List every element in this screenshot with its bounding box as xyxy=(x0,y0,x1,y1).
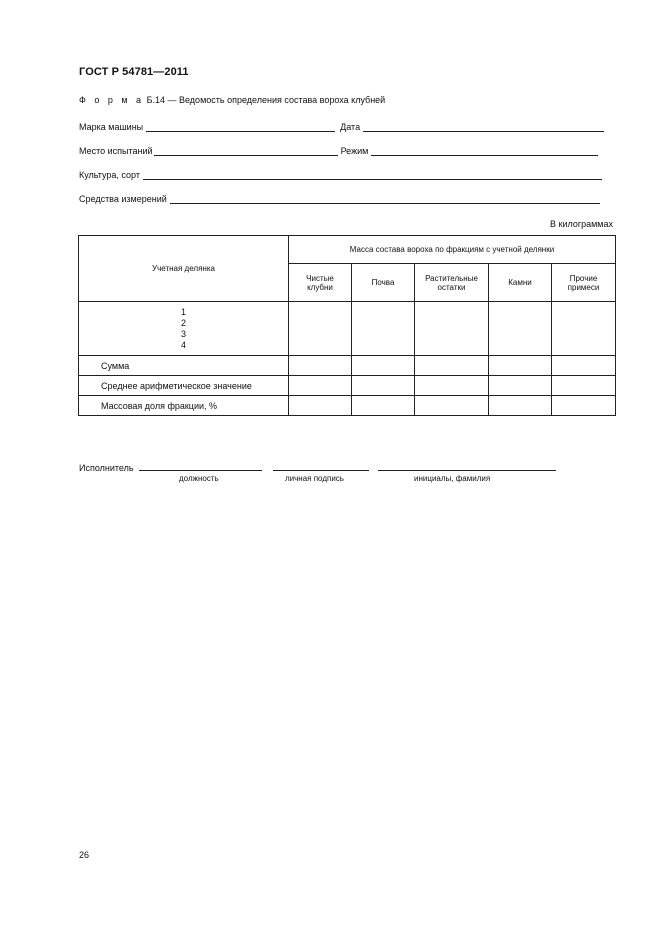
caption-signature: личная подпись xyxy=(285,474,344,483)
measuring-means-line[interactable] xyxy=(170,194,600,204)
col-clean-tubers-line1: Чистые xyxy=(306,273,334,283)
table-cell[interactable] xyxy=(289,302,352,356)
table-cell[interactable] xyxy=(415,396,489,416)
col-other-impurities-line2: примеси xyxy=(567,282,600,292)
table-cell[interactable] xyxy=(489,376,552,396)
col-plant-residues-line1: Растительные xyxy=(425,273,478,283)
col-plant-residues xyxy=(415,264,489,302)
table-cell[interactable] xyxy=(352,302,415,356)
row-mean: Среднее арифметическое значение xyxy=(79,376,289,396)
executor-label: Исполнитель xyxy=(79,463,134,473)
row-sum: Сумма xyxy=(79,356,289,376)
test-place-label: Место испытаний xyxy=(79,146,153,156)
table-row xyxy=(79,376,616,396)
measuring-means-label: Средства измерений xyxy=(79,194,167,204)
form-title xyxy=(79,95,385,105)
table-cell[interactable] xyxy=(552,356,616,376)
mode-label: Режим xyxy=(340,146,369,156)
table-cell[interactable] xyxy=(352,356,415,376)
machine-brand-label: Марка машины xyxy=(79,122,144,132)
table-cell[interactable] xyxy=(415,376,489,396)
col-clean-tubers-line2: клубни xyxy=(307,282,333,292)
plot-number-1: 1 xyxy=(180,306,186,317)
table-cell[interactable] xyxy=(489,356,552,376)
table-cell[interactable] xyxy=(489,302,552,356)
standard-number: ГОСТ Р 54781—2011 xyxy=(79,66,189,78)
col-other-impurities-line1: Прочие xyxy=(569,273,598,283)
table-row xyxy=(79,396,616,416)
col-stones: Камни xyxy=(489,264,552,302)
table-cell[interactable] xyxy=(289,356,352,376)
plot-number-3: 3 xyxy=(180,328,186,339)
signature-line[interactable] xyxy=(273,461,369,471)
machine-brand-line[interactable] xyxy=(146,122,335,132)
crop-variety-label: Культура, сорт xyxy=(79,170,140,180)
form-label: Ф о р м а xyxy=(79,95,145,105)
caption-position: должность xyxy=(179,474,219,483)
signature-row xyxy=(79,461,556,473)
plot-number-2: 2 xyxy=(180,317,186,328)
row-mass-fraction: Массовая доля фракции, % xyxy=(79,396,289,416)
mode-line[interactable] xyxy=(371,146,598,156)
col-plant-residues-line2: остатки xyxy=(437,282,466,292)
page-number: 26 xyxy=(79,850,90,860)
col-other-impurities xyxy=(552,264,616,302)
measuring-row xyxy=(79,192,600,204)
form-name: Б.14 — Ведомость определения состава вороха клубней xyxy=(146,95,386,105)
position-line[interactable] xyxy=(139,461,262,471)
plot-numbers xyxy=(79,302,289,356)
name-line[interactable] xyxy=(378,461,556,471)
caption-name: инициалы, фамилия xyxy=(414,474,491,483)
date-label: Дата xyxy=(340,122,361,132)
mass-header: Масса состава вороха по фракциям с учетной делянки xyxy=(289,236,616,264)
machine-date-row xyxy=(79,120,604,132)
plot-header: Учетная делянка xyxy=(79,236,289,302)
table-cell[interactable] xyxy=(352,396,415,416)
test-place-line[interactable] xyxy=(154,146,338,156)
col-soil: Почва xyxy=(352,264,415,302)
table-cell[interactable] xyxy=(289,376,352,396)
table-cell[interactable] xyxy=(415,356,489,376)
col-clean-tubers xyxy=(289,264,352,302)
plot-number-4: 4 xyxy=(180,339,186,350)
table-cell[interactable] xyxy=(289,396,352,416)
table-cell[interactable] xyxy=(552,396,616,416)
place-mode-row xyxy=(79,144,598,156)
table-cell[interactable] xyxy=(489,396,552,416)
crop-row xyxy=(79,168,602,180)
table-row xyxy=(79,302,616,356)
table-cell[interactable] xyxy=(352,376,415,396)
table-cell[interactable] xyxy=(552,302,616,356)
crop-variety-line[interactable] xyxy=(143,170,602,180)
date-line[interactable] xyxy=(363,122,604,132)
table-row xyxy=(79,356,616,376)
units-note: В килограммах xyxy=(550,219,613,229)
table-cell[interactable] xyxy=(415,302,489,356)
fractions-table xyxy=(78,235,616,416)
table-cell[interactable] xyxy=(552,376,616,396)
